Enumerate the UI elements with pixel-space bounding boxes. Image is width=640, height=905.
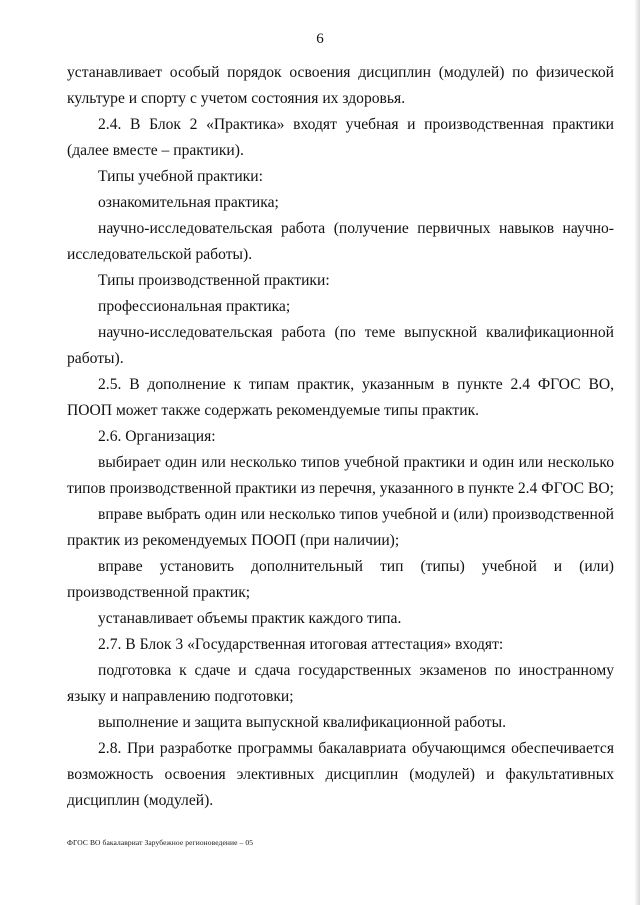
document-body bbox=[67, 60, 614, 814]
paragraph: вправе установить дополнительный тип (типы) учебной и (или) производственной практик; bbox=[67, 558, 614, 601]
paragraph: выбирает один или несколько типов учебной практики и один или несколько типов производственной практики из перечня, указанного в пункте 2.4 ФГОС ВО; bbox=[67, 454, 614, 497]
paragraph: научно-исследовательская работа (по теме выпускной квалификационной работы). bbox=[67, 324, 614, 367]
page-number: 6 bbox=[316, 31, 324, 47]
paragraph: 2.7. В Блок 3 «Государственная итоговая аттестация» входят: bbox=[98, 636, 504, 653]
paragraph: подготовка к сдаче и сдача государственных экзаменов по иностранному языку и направлению подготовки; bbox=[67, 662, 614, 705]
paragraph: научно-исследовательская работа (получение первичных навыков научно-исследовательской работы). bbox=[67, 220, 614, 263]
paragraph: профессиональная практика; bbox=[98, 298, 291, 315]
page-edge-shadow bbox=[634, 0, 640, 905]
paragraph: 2.6. Организация: bbox=[98, 428, 216, 445]
paragraph: выполнение и защита выпускной квалификационной работы. bbox=[98, 714, 506, 731]
paragraph: 2.5. В дополнение к типам практик, указанным в пункте 2.4 ФГОС ВО, ПООП может также содержать рекомендуемые типы практик. bbox=[67, 376, 614, 419]
paragraph: вправе выбрать один или несколько типов учебной и (или) производственной практик из рекомендуемых ПООП (при наличии); bbox=[67, 506, 614, 549]
paragraph: 2.4. В Блок 2 «Практика» входят учебная и производственная практики (далее вместе – практики). bbox=[67, 116, 614, 159]
paragraph: 2.8. При разработке программы бакалавриата обучающимся обеспечивается возможность освоения элективных дисциплин (модулей) и факультативных дисциплин (модулей). bbox=[67, 740, 614, 809]
paragraph: устанавливает особый порядок освоения дисциплин (модулей) по физической культуре и спорту с учетом состояния их здоровья. bbox=[67, 64, 614, 107]
paragraph: устанавливает объемы практик каждого типа. bbox=[98, 610, 402, 627]
paragraph: ознакомительная практика; bbox=[98, 194, 279, 211]
page-footer: ФГОС ВО бакалавриат Зарубежное регионоведение – 05 bbox=[67, 838, 254, 847]
paragraph: Типы учебной практики: bbox=[98, 168, 263, 185]
paragraph: Типы производственной практики: bbox=[98, 272, 330, 289]
